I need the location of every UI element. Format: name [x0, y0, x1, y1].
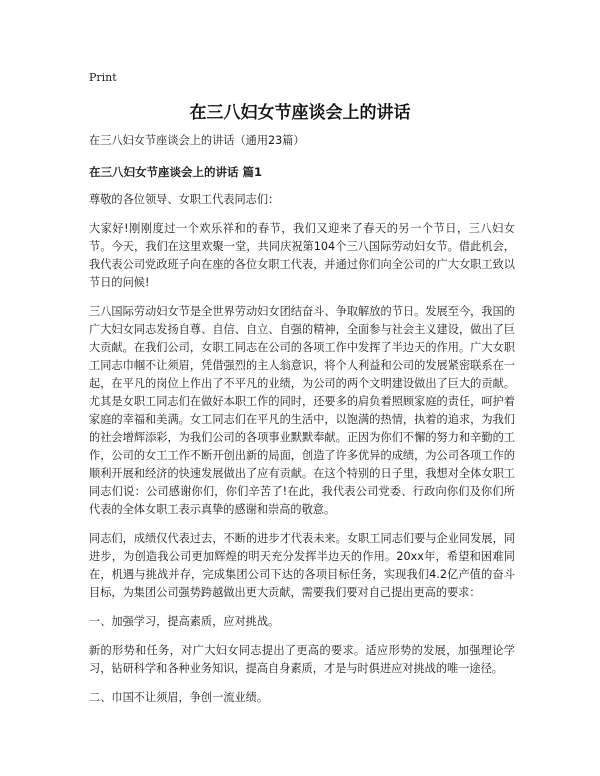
list-heading-2: 二、巾国不让须眉，争创一流业绩。	[89, 691, 269, 704]
body-paragraph: 三八国际劳动妇女节是全世界劳动妇女团结奋斗、争取解放的节日。发展至今，我国的广大妇女同志发扬自尊、自信、自立、自强的精神，全面参与社会主义建设，做出了巨大贡献。在我们公司，女职工同志在公司的各项工作中发挥了半边天的作用。广大女职工同志巾帼不让须眉，凭借强烈的主人翁意识，将个人利益和公司的发展紧密联系在一起，在平凡的岗位上作出了不平凡的业绩，为公司的两个文明建设做出了巨大的贡献。尤其是女职工同志们在做好本职工作的同时，还要多的肩负着照顾家庭的责任，呵护着家庭的幸福和美满。女工同志们在平凡的生活中，以饱满的热情，执着的追求，为我们的社会增辉添彩，为我们公司的各项事业默默奉献。正因为你们不懈的努力和辛勤的工作，公司的女工工作不断开创出新的局面，创造了许多优异的成绩，为公司各项工作的顺利开展和经济的快速发展做出了应有贡献。在这个特别的日子里，我想对全体女职工同志们说：公司感谢你们，你们辛苦了!在此，我代表公司党委、行政向你们及你们所代表的全体女职工表示真挚的感谢和崇高的敬意。	[89, 305, 515, 516]
section-heading: 在三八妇女节座谈会上的讲话 篇1	[89, 165, 263, 179]
document-body	[89, 132, 515, 718]
body-paragraph: 同志们，成绩仅代表过去，不断的进步才代表未来。女职工同志们要与企业同发展，同进步，为创造我公司更加辉煌的明天充分发挥半边天的作用。20xx年，希望和困难同在，机遇与挑战并存，完成集团公司下达的各项目标任务，实现我们4.2亿产值的奋斗目标，为集团公司强势跨越做出更大贡献，需要我们要对自己提出更高的要求：	[89, 532, 515, 599]
page-title: 在三八妇女节座谈会上的讲话	[189, 103, 411, 123]
print-label: Print	[89, 71, 117, 84]
list-heading-1: 一、加强学习，提高素质，应对挑战。	[89, 615, 280, 628]
body-paragraph: 新的形势和任务，对广大妇女同志提出了更高的要求。适应形势的发展，加强理论学习，钻研科学和各种业务知识，提高自身素质，才是与时俱进应对挑战的唯一途径。	[89, 644, 515, 675]
salutation-paragraph: 尊敬的各位领导、女职工代表同志们：	[89, 193, 280, 206]
body-paragraph: 大家好!刚刚度过一个欢乐祥和的春节，我们又迎来了春天的另一个节日，三八妇女节。今天，我们在这里欢聚一堂，共同庆祝第104个三八国际劳动妇女节。借此机会，我代表公司党政班子向在座的各位女职工代表，并通过你们向全公司的广大女职工致以节日的问候!	[89, 222, 515, 289]
document-subtitle: 在三八妇女节座谈会上的讲话（通用23篇）	[89, 134, 305, 147]
